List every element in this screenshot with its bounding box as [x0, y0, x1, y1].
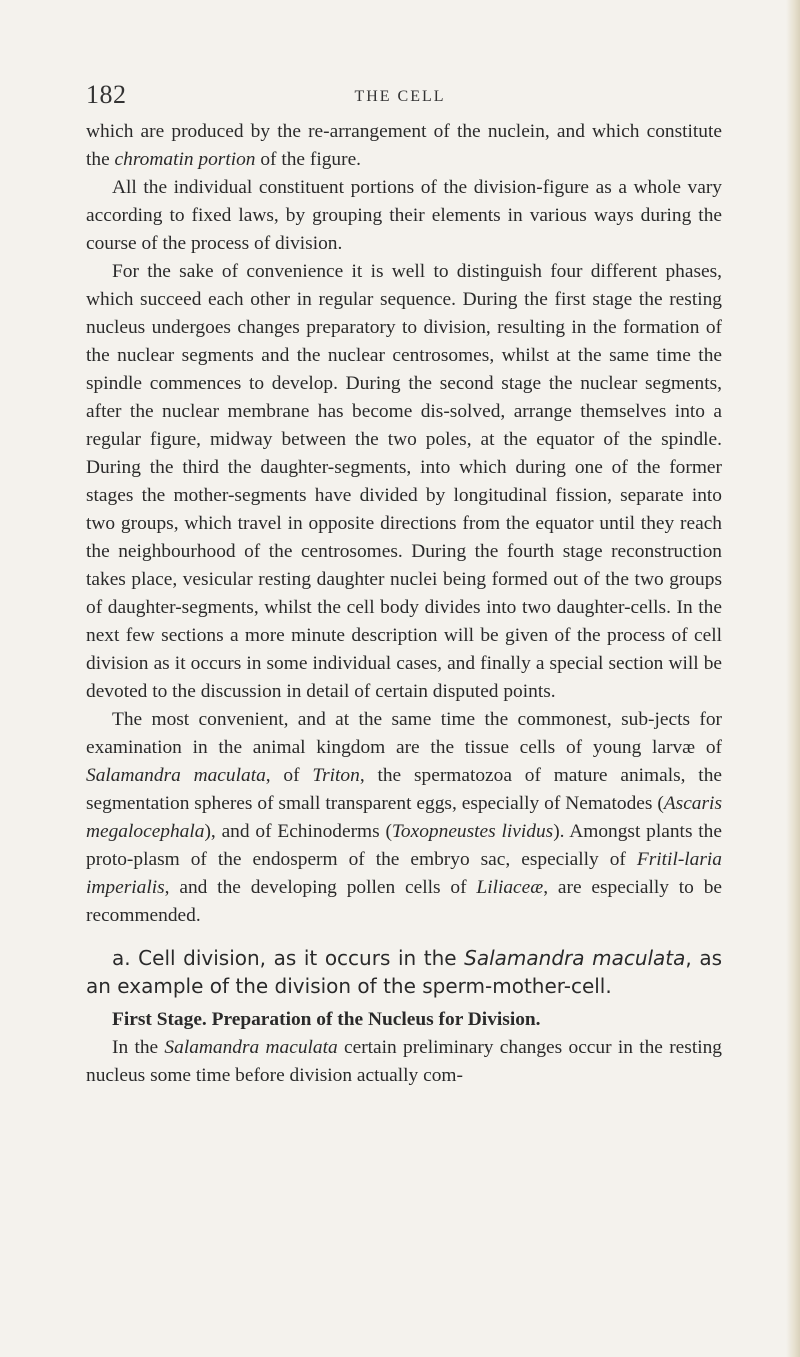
text-run: which are produced by the re-arrangement of the nuclein, and which constitute the: [86, 121, 722, 170]
text-run: , of: [265, 765, 313, 786]
paragraph-5: [86, 1034, 722, 1090]
paragraph-4: [86, 706, 722, 930]
text-run: , and the developing pollen cells of: [164, 877, 477, 898]
italic-term: Fritil-laria imperialis: [86, 849, 722, 898]
running-title: THE CELL: [354, 88, 446, 105]
text-run: certain preliminary changes occur in the resting nucleus some time before division actually com-: [86, 1037, 722, 1086]
text-run: , the spermatozoa of mature animals, the segmentation spheres of small transparent eggs, especially of Nematodes (: [86, 765, 722, 814]
page-number: 182: [86, 80, 127, 109]
italic-term: Salamandra maculata: [86, 765, 266, 786]
text-run: , are especially to be recommended.: [86, 877, 722, 926]
paragraph-2: All the individual constituent portions of the division-figure as a whole vary according to fixed laws, by grouping their elements in various ways during the course of the process of division.: [86, 177, 722, 254]
text-run: ), and of Echinoderms (: [204, 821, 392, 842]
italic-term: Liliaceæ: [476, 877, 544, 898]
section-heading: [86, 944, 722, 1000]
text-run: a. Cell division, as it occurs in the: [112, 946, 465, 970]
italic-term: chromatin portion: [114, 149, 256, 170]
italic-term: Salamandra maculata: [164, 1037, 338, 1058]
text-run: In the: [112, 1037, 165, 1058]
stage-heading: First Stage. Preparation of the Nucleus for Division.: [112, 1009, 541, 1030]
paragraph-1: [86, 118, 722, 174]
italic-term: Toxopneustes lividus: [391, 821, 554, 842]
italic-term: Salamandra maculata: [464, 946, 686, 970]
italic-term: Ascaris megalocephala: [86, 793, 722, 842]
page-edge-shadow: [786, 0, 800, 1357]
text-run: of the figure.: [255, 149, 362, 170]
italic-term: Triton: [312, 765, 360, 786]
text-run: , as an example of the division of the sperm-mother-cell.: [86, 946, 723, 998]
body-text: [86, 118, 722, 1090]
text-run: The most convenient, and at the same time the commonest, sub-jects for examination in the animal kingdom are the tissue cells of young larvæ of: [86, 709, 722, 758]
text-run: ). Amongst plants the proto-plasm of the endosperm of the embryo sac, especially of: [86, 821, 722, 870]
paragraph-3: For the sake of convenience it is well to distinguish four different phases, which succeed each other in regular sequence. During the first stage the resting nucleus undergoes changes preparatory to division, resulting in the formation of the nuclear segments and the nuclear centrosomes, whilst at the same time the spindle commences to develop. During the second stage the nuclear segments, after the nuclear membrane has become dis-solved, arrange themselves into a regular figure, midway between the two poles, at the equator of the spindle. During the third the daughter-segments, into which during one of the former stages the mother-segments have divided by longitudinal fission, separate into two groups, which travel in opposite directions from the equator until they reach the neighbourhood of the centrosomes. During the fourth stage reconstruction takes place, vesicular resting daughter nuclei being formed out of the two groups of daughter-segments, whilst the cell body divides into two daughter-cells. In the next few sections a more minute description will be given of the process of cell division as it occurs in some individual cases, and finally a special section will be devoted to the discussion in detail of certain disputed points.: [86, 261, 722, 702]
